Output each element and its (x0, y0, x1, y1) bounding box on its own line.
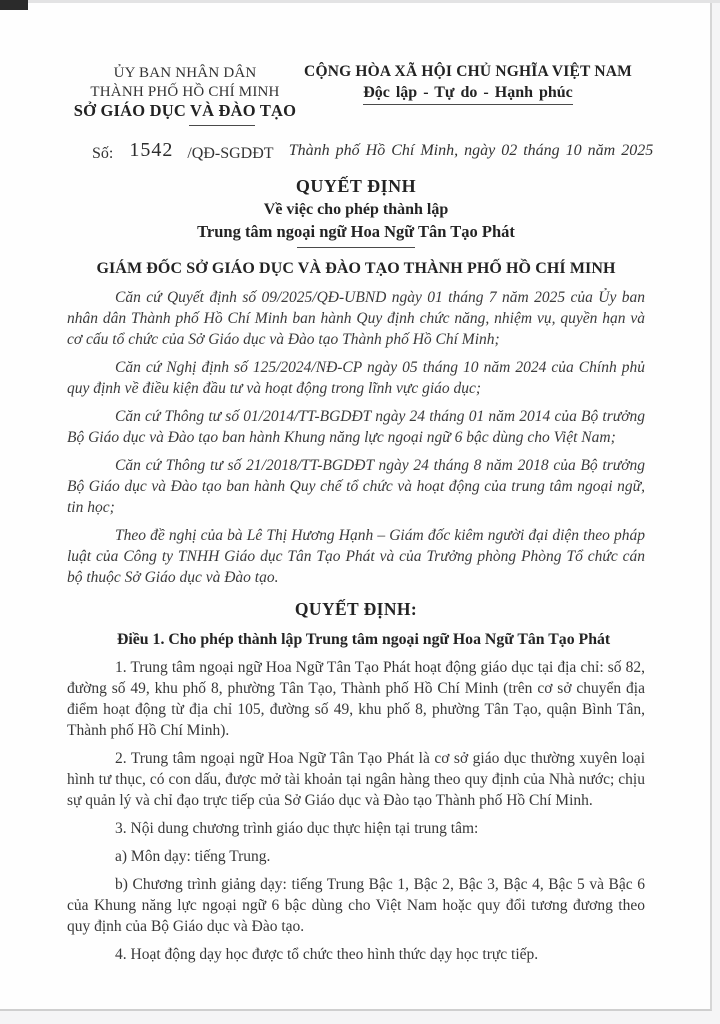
scan-corner-mark (0, 0, 28, 10)
preamble-paragraph: Căn cứ Nghị định số 125/2024/NĐ-CP ngày 05 tháng 10 năm 2024 của Chính phủ quy định về điều kiện đầu tư và hoạt động trong lĩnh vực giáo dục; (67, 359, 645, 397)
article1-item: 1. Trung tâm ngoại ngữ Hoa Ngữ Tân Tạo Phát hoạt động giáo dục tại địa chỉ: số 82, đường số 49, khu phố 8, phường Tân Tạo, Thành phố Hồ Chí Minh (trên cơ sở chuyển địa điểm hoạt động từ địa chỉ 105, đường số 49, khu phố 8, phường Tân Tạo, quận Bình Tân, Thành phố Hồ Chí Minh). (67, 659, 645, 739)
issuer-block (52, 64, 318, 126)
article1-heading: Điều 1. Cho phép thành lập Trung tâm ngoại ngữ Hoa Ngữ Tân Tạo Phát (117, 631, 611, 648)
preamble-paragraph: Căn cứ Thông tư số 01/2014/TT-BGDĐT ngày 24 tháng 01 năm 2014 của Bộ trưởng Bộ Giáo dục và Đào tạo ban hành Khung năng lực ngoại ngữ 6 bậc dùng cho Việt Nam; (67, 408, 645, 446)
preamble-paragraph: Căn cứ Quyết định số 09/2025/QĐ-UBND ngày 01 tháng 7 năm 2025 của Ủy ban nhân dân Thành phố Hồ Chí Minh ban hành Quy định chức năng, nhiệm vụ, quyền hạn và cơ cấu tổ chức của Sở Giáo dục và Đào tạo Thành phố Hồ Chí Minh; (67, 289, 645, 348)
nation-title: CỘNG HÒA XÃ HỘI CHỦ NGHĨA VIỆT NAM (304, 63, 632, 80)
document-body (67, 176, 645, 965)
article1-item: 4. Hoạt động dạy học được tổ chức theo hình thức dạy học trực tiếp. (115, 946, 539, 963)
doc-subject-line1: Về việc cho phép thành lập (263, 201, 449, 218)
national-header-block (300, 63, 636, 105)
doc-subject-line2: Trung tâm ngoại ngữ Hoa Ngữ Tân Tạo Phát (197, 222, 515, 241)
subject-underline (297, 247, 415, 248)
decision-heading: QUYẾT ĐỊNH: (294, 599, 418, 619)
doc-number-value: 1542 (129, 139, 174, 161)
doc-number-suffix: /QĐ-SGDĐT (187, 145, 274, 162)
article1-item: a) Môn dạy: tiếng Trung. (115, 848, 271, 865)
doc-number-label: Số: (92, 145, 114, 162)
place-date-line: Thành phố Hồ Chí Minh, ngày 02 tháng 10 năm 2025 (288, 142, 654, 159)
preamble-paragraph: Căn cứ Thông tư số 21/2018/TT-BGDĐT ngày 24 tháng 8 năm 2018 của Bộ trưởng Bộ Giáo dục và Đào tạo ban hành Quy chế tổ chức và hoạt động của trung tâm ngoại ngữ, tin học; (67, 457, 645, 516)
article1-item: 3. Nội dung chương trình giáo dục thực hiện tại trung tâm: (115, 820, 479, 837)
preamble-paragraph: Theo đề nghị của bà Lê Thị Hương Hạnh – Giám đốc kiêm người đại diện theo pháp luật của Công ty TNHH Giáo dục Tân Tạo Phát và của Trưởng phòng Phòng Tổ chức cán bộ thuộc Sở Giáo dục và Đào tạo. (67, 527, 645, 586)
doc-type-title: QUYẾT ĐỊNH (295, 176, 417, 196)
issuer-department: SỞ GIÁO DỤC VÀ ĐÀO TẠO (73, 101, 297, 120)
preamble-section (67, 287, 645, 588)
viewport-top-strip (0, 0, 720, 3)
article1-item: 2. Trung tâm ngoại ngữ Hoa Ngữ Tân Tạo Phát là cơ sở giáo dục thường xuyên loại hình tư thục, có con dấu, được mở tài khoản tại ngân hàng theo quy định của Nhà nước; chịu sự quản lý và chỉ đạo trực tiếp của Sở Giáo dục và Đào tạo Thành phố Hồ Chí Minh. (67, 750, 645, 809)
issuer-city: THÀNH PHỐ HỒ CHÍ MINH (90, 83, 280, 100)
authority-title: GIÁM ĐỐC SỞ GIÁO DỤC VÀ ĐÀO TẠO THÀNH PHỐ HỒ CHÍ MINH (96, 260, 616, 277)
nation-motto: Độc lập - Tự do - Hạnh phúc (363, 84, 573, 105)
doc-number-line (92, 141, 274, 164)
issuer-parent: ỦY BAN NHÂN DÂN (113, 65, 257, 81)
issuer-underline (189, 125, 255, 126)
article1-content (67, 657, 645, 965)
article1-item: b) Chương trình giảng dạy: tiếng Trung Bậc 1, Bậc 2, Bậc 3, Bậc 4, Bậc 5 và Bậc 6 của Khung năng lực ngoại ngữ 6 bậc dùng cho Việt Nam hoặc quy đổi tương đương theo quy định của Bộ Giáo dục và Đào tạo. (67, 876, 645, 935)
